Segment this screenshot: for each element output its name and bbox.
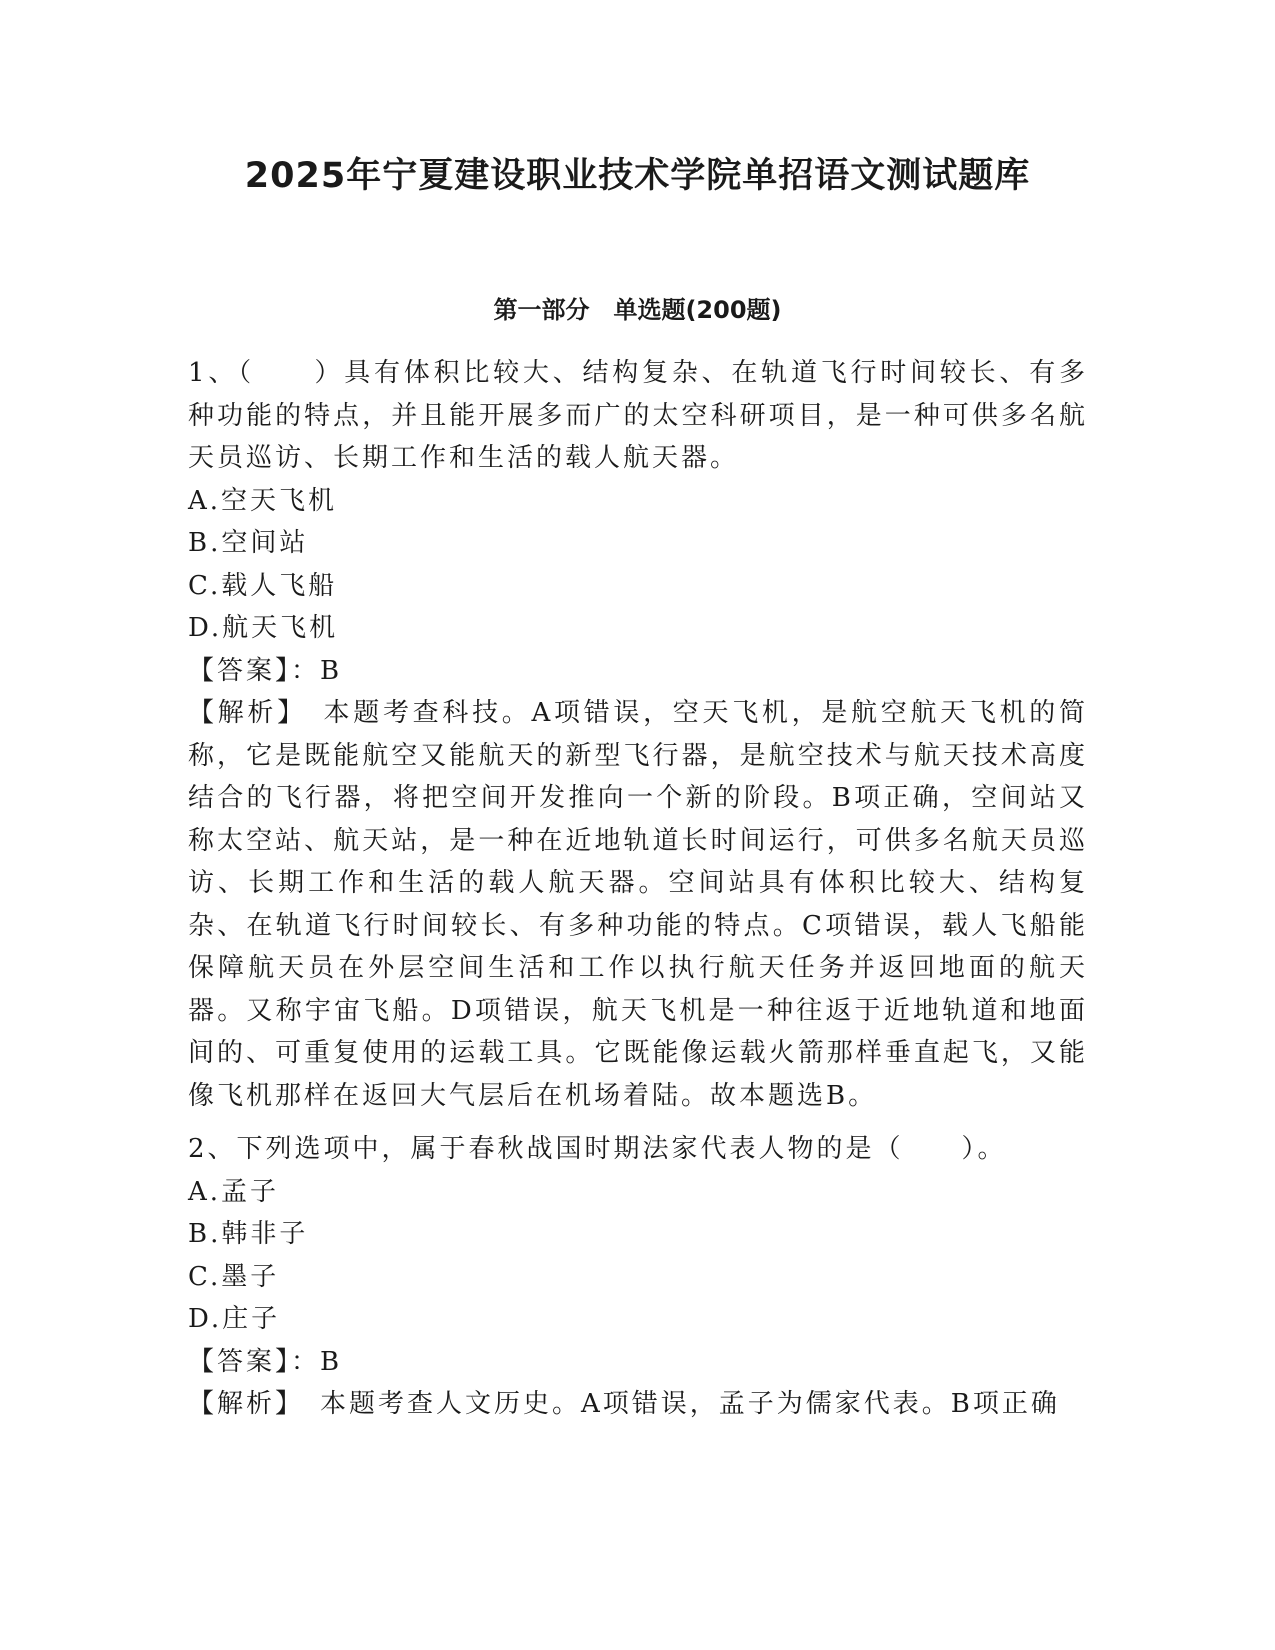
answer-line [188,1341,1088,1384]
question-item [188,352,1088,1117]
question-item [188,1128,1088,1426]
option-b: B.空间站 [188,528,309,558]
answer-value: B [320,1346,343,1377]
option-d: D.庄子 [188,1304,281,1334]
analysis-paragraph [188,1383,1088,1426]
answer-label: 【答案】： [188,655,321,686]
analysis-label: 【解析】 [188,698,294,728]
analysis-paragraph [188,692,1088,1117]
option-b: B.韩非子 [188,1219,309,1249]
answer-line [188,650,1088,693]
answer-label: 【答案】： [188,1346,321,1377]
question-stem: 1、（ ）具有体积比较大、结构复杂、在轨道飞行时间较长、有多种功能的特点，并且能开展多而广的太空科研项目，是一种可供多名航天员巡访、长期工作和生活的载人航天器。 [188,358,1088,473]
analysis-label: 【解析】 [188,1389,292,1419]
option-d: D.航天飞机 [188,613,339,643]
answer-value: B [320,655,343,686]
section-title: 第一部分 单选题(200题) [493,296,782,324]
analysis-text: 本题考查人文历史。A项错误，孟子为儒家代表。B项正确 [291,1389,1060,1419]
question-list [188,352,1088,1426]
document-title: 2025年宁夏建设职业技术学院单招语文测试题库 [244,156,1031,196]
question-stem: 2、下列选项中，属于春秋战国时期法家代表人物的是（ ）。 [188,1134,1007,1164]
option-a: A.孟子 [188,1176,280,1207]
option-a: A.空天飞机 [188,485,338,516]
option-c: C.墨子 [188,1261,280,1292]
analysis-text: 本题考查科技。A项错误，空天飞机，是航空航天飞机的简称，它是既能航空又能航天的新型飞行器，是航空技术与航天技术高度结合的飞行器，将把空间开发推向一个新的阶段。B项正确，空间站又称太空站、航天站，是一种在近地轨道长时间运行，可供多名航天员巡访、长期工作和生活的载人航天器。空间站具有体积比较大、结构复杂、在轨道飞行时间较长、有多种功能的特点。C项错误，载人飞船能保障航天员在外层空间生活和工作以执行航天任务并返回地面的航天器。又称宇宙飞船。D项错误，航天飞机是一种往返于近地轨道和地面间的、可重复使用的运载工具。它既能像运载火箭那样垂直起飞，又能像飞机那样在返回大气层后在机场着陆。故本题选B。 [188,698,1088,1111]
option-c: C.载人飞船 [188,570,338,601]
